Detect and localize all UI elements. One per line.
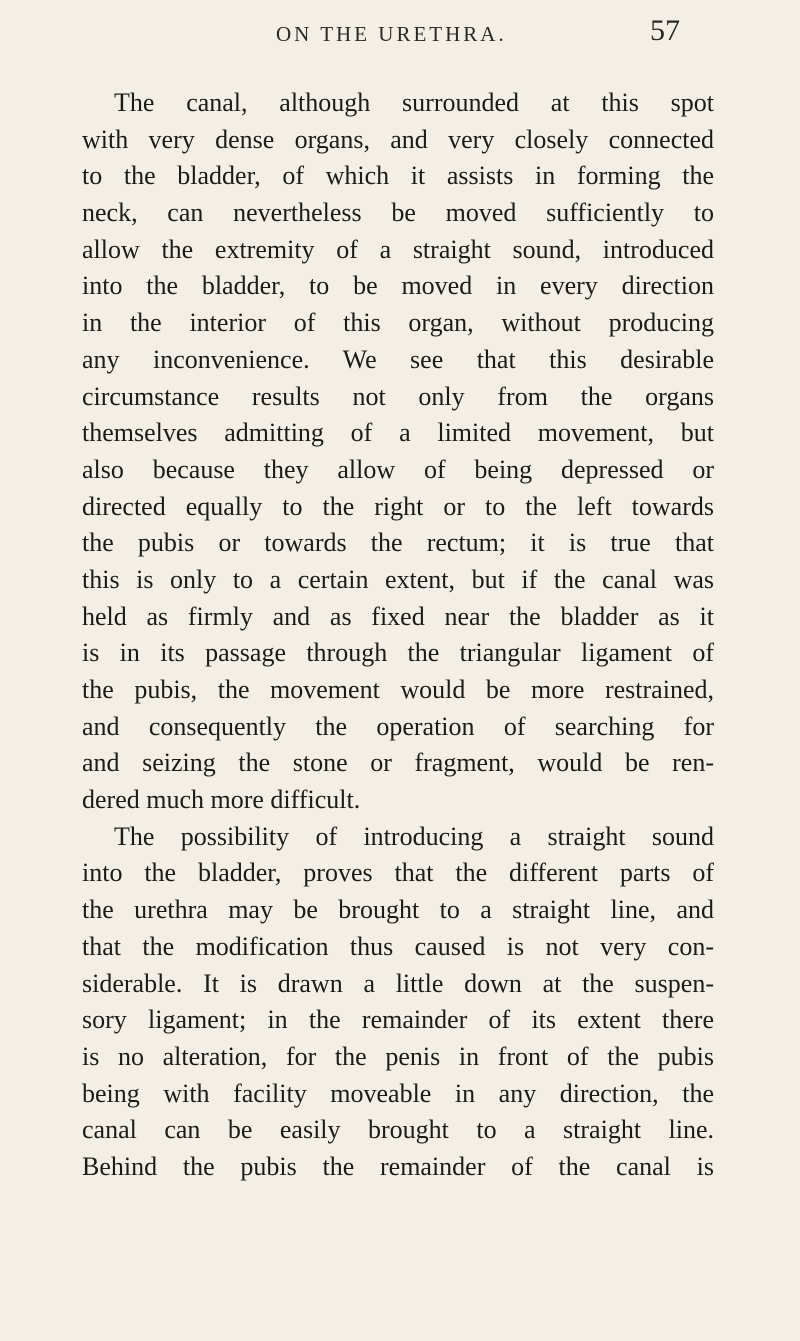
- body-text: [82, 85, 714, 1186]
- text-line: The possibility of introducing a straight sound: [114, 821, 714, 851]
- text-line: is in its passage through the triangular ligament of: [82, 638, 714, 668]
- text-line: themselves admitting of a limited movement, but: [82, 418, 714, 448]
- text-line: this is only to a certain extent, but if the canal was: [82, 564, 714, 594]
- text-line: to the bladder, of which it assists in forming the: [82, 161, 714, 191]
- text-line: into the bladder, to be moved in every direction: [82, 271, 714, 301]
- text-line: neck, can nevertheless be moved sufficiently to: [82, 198, 714, 228]
- text-line: and consequently the operation of searching for: [82, 711, 714, 741]
- text-line: the urethra may be brought to a straight line, and: [82, 895, 714, 925]
- text-line: sory ligament; in the remainder of its extent there: [82, 1005, 714, 1035]
- text-line: is no alteration, for the penis in front of the pubis: [82, 1041, 714, 1071]
- text-line: being with facility moveable in any direction, the: [82, 1078, 714, 1108]
- text-line: in the interior of this organ, without producing: [82, 308, 714, 338]
- page-number: 57: [650, 14, 680, 47]
- text-line: siderable. It is drawn a little down at the suspen-: [82, 968, 714, 998]
- text-line: and seizing the stone or fragment, would be ren-: [82, 748, 714, 778]
- paragraph-2: [82, 819, 714, 1186]
- text-line: The canal, although surrounded at this spot: [114, 88, 714, 117]
- text-line: with very dense organs, and very closely connected: [82, 124, 714, 154]
- text-line: circumstance results not only from the organs: [82, 381, 714, 411]
- text-line: canal can be easily brought to a straight line.: [82, 1115, 714, 1145]
- text-line: held as firmly and as fixed near the bladder as it: [82, 601, 714, 631]
- text-line: dered much more difficult.: [82, 785, 361, 815]
- text-line: into the bladder, proves that the different parts of: [82, 858, 714, 888]
- text-line: that the modification thus caused is not very con-: [82, 931, 714, 961]
- text-line: Behind the pubis the remainder of the canal is: [82, 1151, 714, 1181]
- text-line: the pubis or towards the rectum; it is true that: [82, 528, 714, 558]
- paragraph-1: [82, 85, 714, 819]
- text-line: allow the extremity of a straight sound, introduced: [82, 234, 714, 264]
- text-line: also because they allow of being depressed or: [82, 454, 714, 484]
- text-line: any inconvenience. We see that this desirable: [82, 344, 714, 374]
- text-line: the pubis, the movement would be more restrained,: [82, 675, 714, 704]
- running-head: ON THE URETHRA.: [276, 22, 507, 46]
- text-line: directed equally to the right or to the left towards: [82, 491, 714, 521]
